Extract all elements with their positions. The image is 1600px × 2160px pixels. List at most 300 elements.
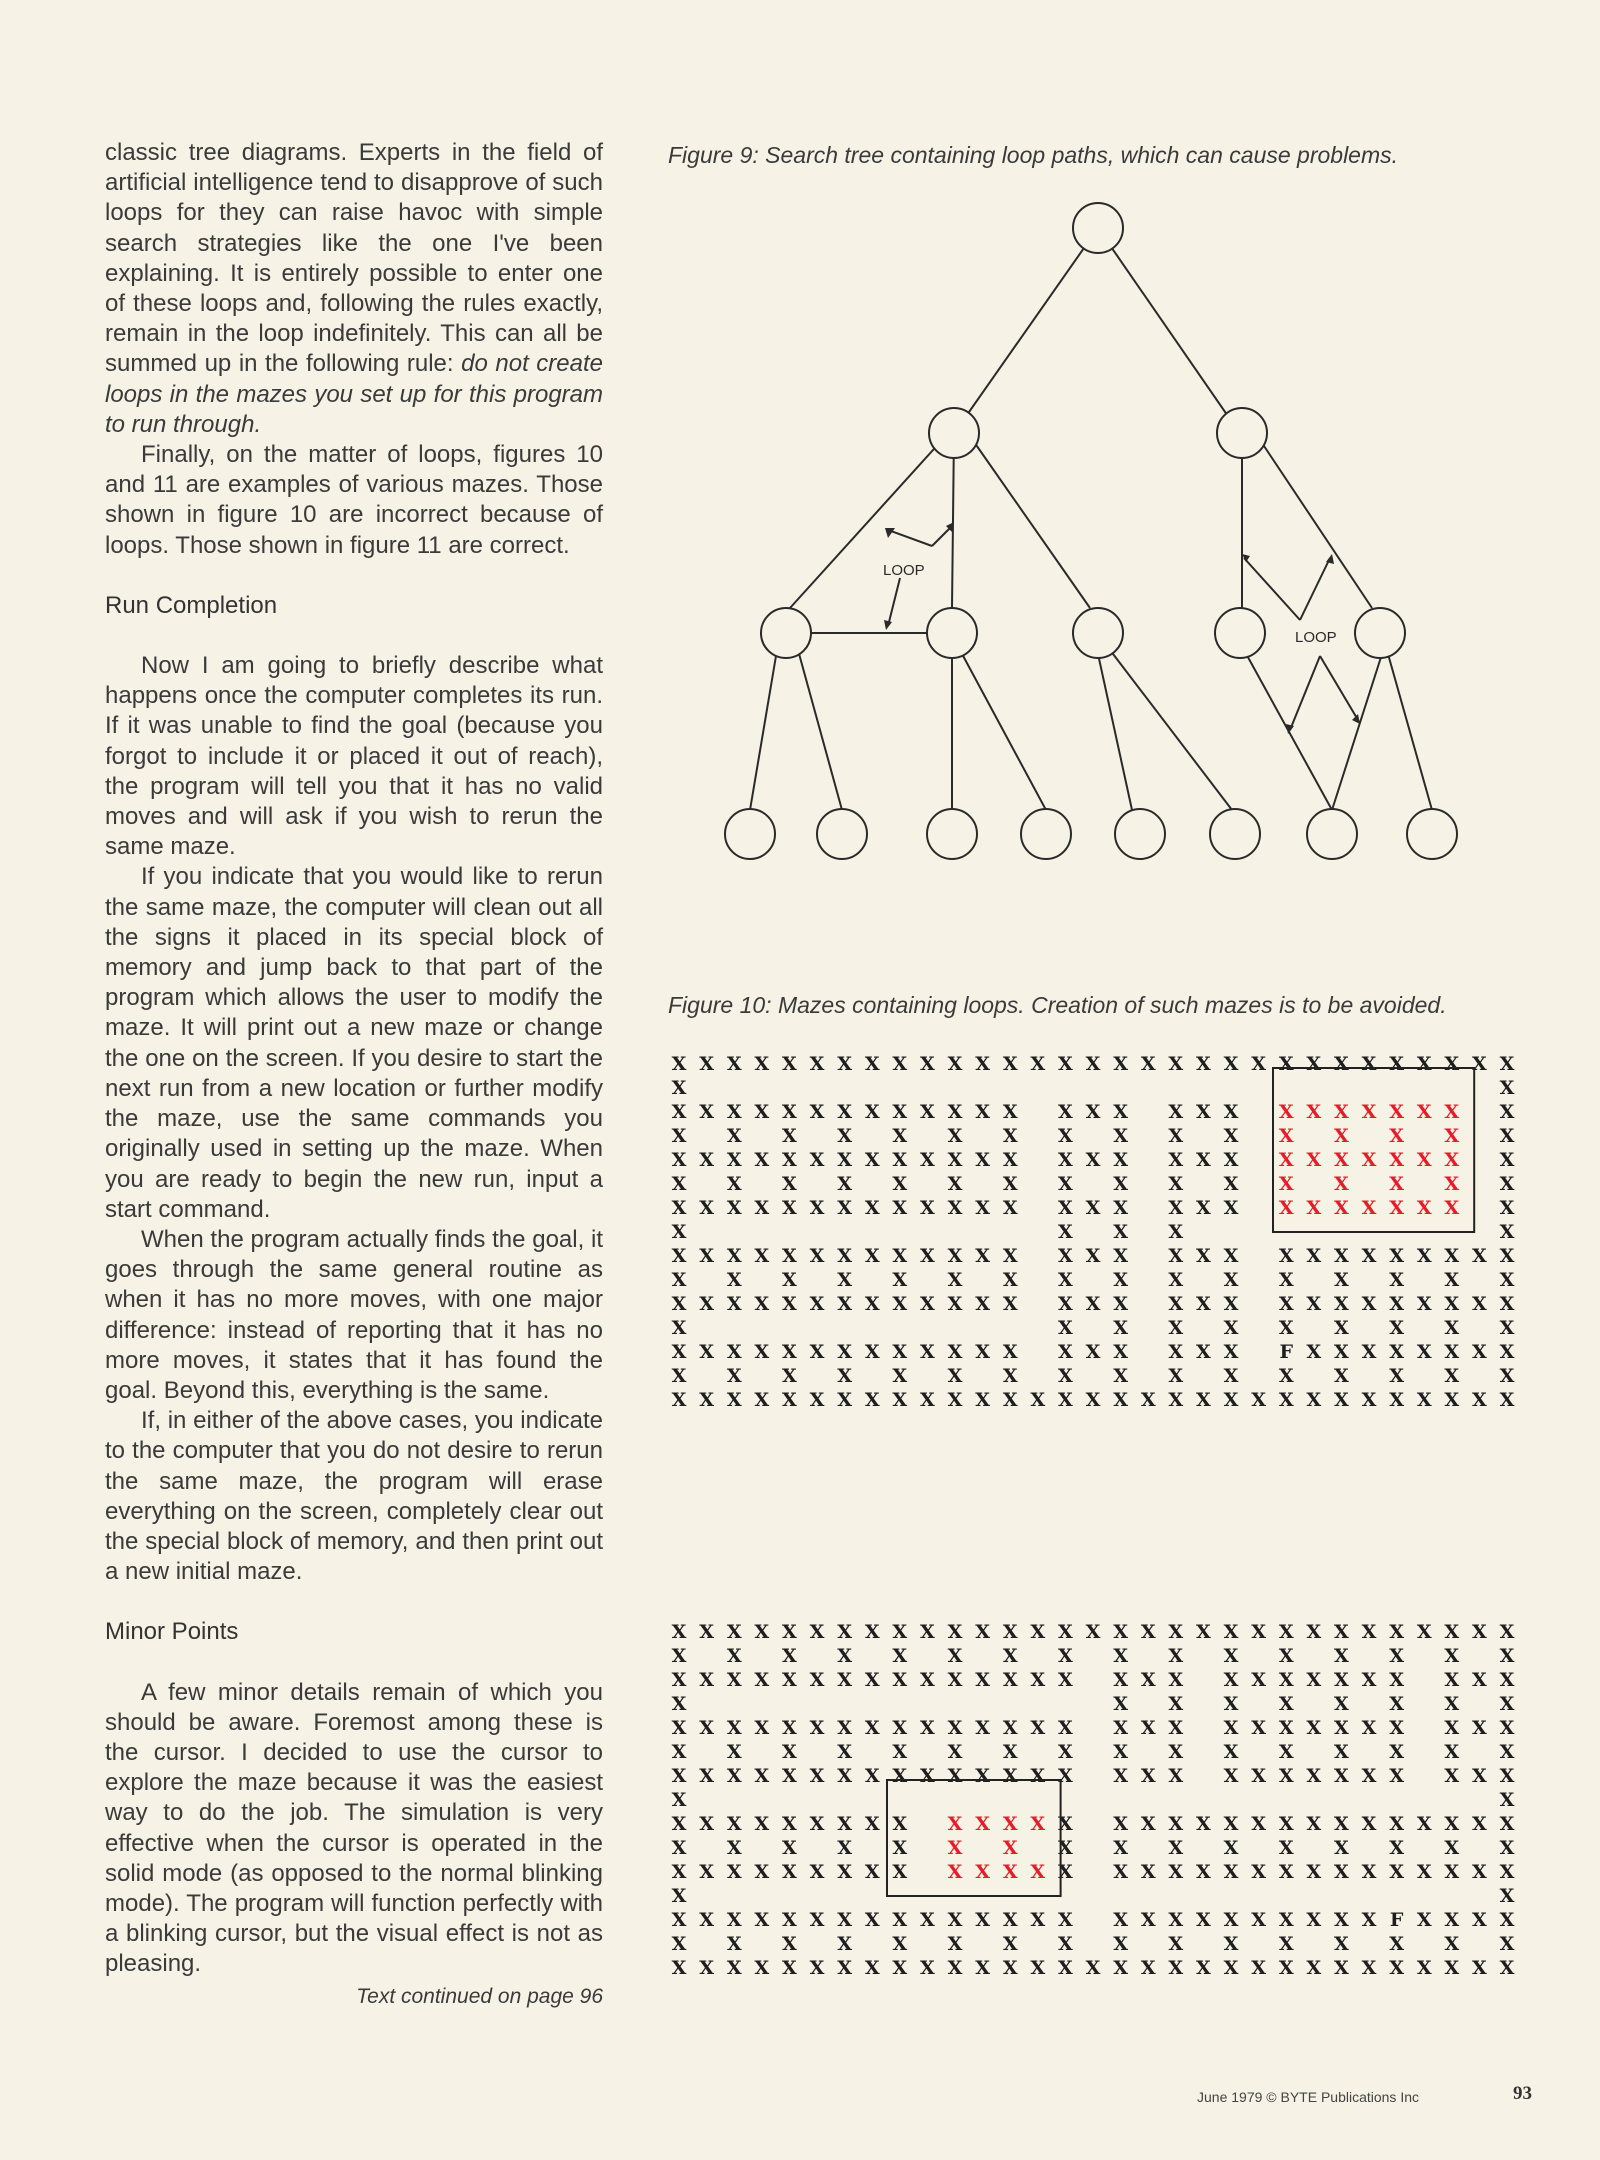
maze-cell: X xyxy=(1058,1741,1073,1763)
figure9-caption: Figure 9: Search tree containing loop paths, which can cause problems. xyxy=(668,142,1399,168)
maze-cell: X xyxy=(892,1621,908,1643)
maze-cell: X xyxy=(1058,1861,1073,1883)
maze-cell: X xyxy=(1223,1957,1239,1979)
maze-cell: X xyxy=(1278,1645,1294,1667)
maze-cell: X xyxy=(809,1813,825,1835)
maze-cell: X xyxy=(1278,1741,1294,1763)
maze-cell: X xyxy=(782,1669,797,1691)
maze-cell: X xyxy=(1389,1365,1404,1387)
maze-cell: X xyxy=(1058,1365,1073,1387)
maze-cell: X xyxy=(975,1765,990,1787)
maze-cell: X xyxy=(1030,1389,1046,1411)
maze-cell: X xyxy=(1168,1317,1184,1339)
maze-cell: X xyxy=(1306,1717,1322,1739)
maze-cell: X xyxy=(1499,1933,1515,1955)
tree-node-leaf xyxy=(1210,809,1260,859)
maze-cell: X xyxy=(975,1389,990,1411)
maze-cell: X xyxy=(1030,1813,1046,1835)
maze-cell: X xyxy=(1002,1389,1018,1411)
maze-cell: X xyxy=(1058,1269,1073,1291)
maze-cell: X xyxy=(671,1765,687,1787)
maze-cell: X xyxy=(920,1717,935,1739)
maze-cell: X xyxy=(1168,1269,1184,1291)
maze-cell: X xyxy=(1361,1765,1377,1787)
maze-cell: X xyxy=(1002,1149,1018,1171)
maze-cell: X xyxy=(1444,1053,1460,1075)
maze-cell: X xyxy=(1196,1621,1211,1643)
maze-cell: X xyxy=(754,1621,770,1643)
maze-cell: X xyxy=(1444,1933,1460,1955)
maze-cell: X xyxy=(1168,1957,1184,1979)
maze-cell: X xyxy=(1499,1389,1515,1411)
loop-path-box xyxy=(1271,1066,1478,1236)
maze-cell: X xyxy=(1306,1621,1322,1643)
maze-cell: X xyxy=(1058,1669,1073,1691)
maze-cell: X xyxy=(1306,1053,1322,1075)
maze-cell: X xyxy=(754,1957,770,1979)
maze-cell: X xyxy=(1223,1837,1239,1859)
maze-cell: X xyxy=(754,1053,770,1075)
maze-cell: X xyxy=(782,1861,797,1883)
maze-cell: X xyxy=(975,1293,990,1315)
maze-cell: X xyxy=(754,1765,770,1787)
maze-cell: X xyxy=(1334,1645,1349,1667)
maze-cell: X xyxy=(1223,1933,1239,1955)
maze-cell: X xyxy=(671,1621,687,1643)
maze-cell: X xyxy=(892,1717,908,1739)
maze-cell: X xyxy=(671,1221,687,1243)
maze-cell: X xyxy=(1306,1909,1322,1931)
maze-cell: X xyxy=(1444,1717,1460,1739)
maze-cell: X xyxy=(1113,1101,1128,1123)
maze-cell: X xyxy=(1444,1197,1460,1219)
maze-cell: X xyxy=(726,1741,742,1763)
maze-cell: X xyxy=(809,1149,825,1171)
maze-cell: X xyxy=(892,1341,908,1363)
maze-cell: X xyxy=(837,1101,852,1123)
maze-cell: X xyxy=(864,1101,880,1123)
maze-cell: X xyxy=(1389,1717,1404,1739)
maze-cell: X xyxy=(1472,1717,1487,1739)
maze-cell: X xyxy=(1085,1197,1101,1219)
maze-cell: X xyxy=(1113,1741,1128,1763)
maze-cell: X xyxy=(1113,1933,1128,1955)
maze-cell: X xyxy=(782,1341,797,1363)
loop-path-box xyxy=(885,1778,1065,1900)
tree-edge xyxy=(798,650,842,810)
maze-cell: X xyxy=(1140,1717,1156,1739)
maze-cell: X xyxy=(1002,1125,1018,1147)
maze-cell: X xyxy=(1113,1197,1128,1219)
maze-cell: X xyxy=(892,1197,908,1219)
maze-cell: X xyxy=(1251,1669,1266,1691)
maze-cell: X xyxy=(1168,1125,1184,1147)
maze-cell: X xyxy=(1361,1053,1377,1075)
maze-cell: X xyxy=(1472,1909,1487,1931)
maze-cell: X xyxy=(1168,1221,1184,1243)
maze-cell: X xyxy=(1444,1837,1460,1859)
maze-cell: X xyxy=(1361,1293,1377,1315)
maze-cell: X xyxy=(1416,1909,1432,1931)
maze-cell: X xyxy=(1196,1389,1211,1411)
maze-cell: X xyxy=(837,1621,852,1643)
tree-edge xyxy=(1252,428,1372,608)
maze-cell: X xyxy=(1444,1173,1460,1195)
maze-cell: X xyxy=(975,1053,990,1075)
maze-cell: X xyxy=(1416,1293,1432,1315)
maze-cell: X xyxy=(1002,1861,1018,1883)
maze-cell: X xyxy=(809,1389,825,1411)
maze-cell: X xyxy=(671,1717,687,1739)
maze-cell: X xyxy=(1416,1053,1432,1075)
maze-cell: X xyxy=(1472,1621,1487,1643)
maze-cell: X xyxy=(975,1341,990,1363)
maze-cell: X xyxy=(1499,1341,1515,1363)
maze-cell: X xyxy=(1085,1053,1101,1075)
maze-cell: X xyxy=(837,1645,852,1667)
maze-cell: X xyxy=(1416,1813,1432,1835)
maze-cell: X xyxy=(1058,1245,1073,1267)
maze-cell: X xyxy=(726,1293,742,1315)
maze-cell: X xyxy=(754,1861,770,1883)
maze-cell: X xyxy=(1058,1813,1073,1835)
maze-cell: X xyxy=(1113,1837,1128,1859)
maze-cell: X xyxy=(1002,1053,1018,1075)
maze-cell: X xyxy=(837,1365,852,1387)
maze-cell: X xyxy=(1058,1293,1073,1315)
maze-cell: X xyxy=(1334,1365,1349,1387)
maze-cell: X xyxy=(1196,1813,1211,1835)
maze-cell: X xyxy=(1140,1909,1156,1931)
maze-cell: X xyxy=(726,1197,742,1219)
maze-cell: X xyxy=(892,1269,908,1291)
tree-edge xyxy=(1098,228,1232,422)
maze-cell: X xyxy=(1278,1861,1294,1883)
maze-cell: X xyxy=(1499,1197,1515,1219)
maze-cell: X xyxy=(671,1173,687,1195)
maze-cell: X xyxy=(1278,1837,1294,1859)
maze-cell: X xyxy=(1168,1717,1184,1739)
maze-cell: X xyxy=(699,1341,714,1363)
maze-cell: X xyxy=(1196,1197,1211,1219)
maze-cell: X xyxy=(671,1741,687,1763)
maze-cell: X xyxy=(726,1125,742,1147)
maze-cell: X xyxy=(1030,1909,1046,1931)
maze-cell: X xyxy=(1168,1293,1184,1315)
maze-cell: X xyxy=(726,1149,742,1171)
maze-cell: X xyxy=(920,1389,935,1411)
maze-cell: X xyxy=(1472,1389,1487,1411)
maze-cell: X xyxy=(782,1717,797,1739)
maze-cell: X xyxy=(975,1957,990,1979)
maze-cell: X xyxy=(1168,1197,1184,1219)
maze-cell: X xyxy=(920,1101,935,1123)
maze-cell: X xyxy=(1251,1717,1266,1739)
maze-cell: X xyxy=(1030,1861,1046,1883)
maze-cell: X xyxy=(1444,1341,1460,1363)
maze-cell: X xyxy=(1058,1173,1073,1195)
maze-cell: X xyxy=(1002,1621,1018,1643)
maze-cell: X xyxy=(1472,1053,1487,1075)
maze-cell: X xyxy=(1334,1341,1349,1363)
tree-edge xyxy=(962,228,1098,422)
maze-cell: X xyxy=(1168,1101,1184,1123)
maze-cell: X xyxy=(1444,1693,1460,1715)
maze-cell: X xyxy=(920,1053,935,1075)
maze-cell: X xyxy=(1002,1293,1018,1315)
maze-cell: X xyxy=(1499,1813,1515,1835)
tree-node xyxy=(927,608,977,658)
maze-cell: X xyxy=(1361,1245,1377,1267)
maze-cell: X xyxy=(1168,1341,1184,1363)
maze-cell: X xyxy=(975,1669,990,1691)
maze-cell: X xyxy=(1223,1693,1239,1715)
maze-cell: X xyxy=(1499,1077,1515,1099)
maze-cell: X xyxy=(1334,1957,1349,1979)
maze-cell: X xyxy=(975,1813,990,1835)
maze-cell: X xyxy=(726,1173,742,1195)
maze-cell: X xyxy=(1113,1245,1128,1267)
maze-cell: X xyxy=(947,1365,963,1387)
maze-cell: X xyxy=(1278,1125,1294,1147)
maze-cell: X xyxy=(1334,1621,1349,1643)
maze-cell: X xyxy=(1278,1933,1294,1955)
maze-cell: X xyxy=(1499,1861,1515,1883)
maze-cell: X xyxy=(920,1957,935,1979)
maze-cell: X xyxy=(947,1173,963,1195)
maze-cell: X xyxy=(1389,1101,1404,1123)
maze-cell: X xyxy=(1416,1197,1432,1219)
tree-edge xyxy=(965,429,1090,608)
maze-cell: X xyxy=(1444,1317,1460,1339)
maze-cell: X xyxy=(726,1813,742,1835)
maze-cell: X xyxy=(782,1741,797,1763)
tree-node-leaf xyxy=(927,809,977,859)
maze-cell: X xyxy=(1389,1293,1404,1315)
maze-cell: X xyxy=(1251,1861,1266,1883)
maze-cell: X xyxy=(1361,1149,1377,1171)
maze-cell: X xyxy=(1113,1957,1128,1979)
maze-cell: X xyxy=(864,1197,880,1219)
heading-minor-points: Minor Points xyxy=(105,1618,239,1646)
maze-cell: X xyxy=(1058,1053,1073,1075)
maze-cell: X xyxy=(1113,1365,1128,1387)
maze-cell: X xyxy=(1223,1197,1239,1219)
maze-cell: X xyxy=(1058,1389,1073,1411)
maze-cell: X xyxy=(1251,1909,1266,1931)
maze-cell: X xyxy=(920,1245,935,1267)
maze-cell: X xyxy=(1389,1645,1404,1667)
maze-cell: X xyxy=(809,1765,825,1787)
tree-node xyxy=(929,408,979,458)
maze-cell: X xyxy=(754,1389,770,1411)
maze-cell: X xyxy=(671,1957,687,1979)
maze-cell: X xyxy=(1499,1149,1515,1171)
maze-cell: X xyxy=(947,1125,963,1147)
maze-cell: X xyxy=(1002,1197,1018,1219)
maze-cell: X xyxy=(947,1101,963,1123)
maze-cell: X xyxy=(1113,1293,1128,1315)
maze-cell: X xyxy=(671,1669,687,1691)
maze-cell: X xyxy=(1278,1669,1294,1691)
maze-cell: X xyxy=(671,1389,687,1411)
maze-cell: X xyxy=(754,1293,770,1315)
maze-cell: X xyxy=(1361,1621,1377,1643)
maze-cell: X xyxy=(864,1861,880,1883)
maze-cell: X xyxy=(947,1837,963,1859)
maze-cell: X xyxy=(726,1909,742,1931)
maze-cell: X xyxy=(1472,1957,1487,1979)
maze-cell: X xyxy=(1168,1693,1184,1715)
maze-cell: X xyxy=(1499,1173,1515,1195)
maze-cell: X xyxy=(1278,1245,1294,1267)
maze-cell: X xyxy=(1085,1341,1101,1363)
maze-cell: X xyxy=(1334,1765,1349,1787)
maze-cell: X xyxy=(947,1717,963,1739)
maze-cell: X xyxy=(1223,1741,1239,1763)
maze-cell: X xyxy=(837,1933,852,1955)
maze-cell: X xyxy=(726,1101,742,1123)
maze-cell: X xyxy=(1444,1861,1460,1883)
maze-cell: X xyxy=(1306,1341,1322,1363)
maze-cell: X xyxy=(892,1861,908,1883)
maze-cell: X xyxy=(1168,1741,1184,1763)
maze-cell: X xyxy=(864,1813,880,1835)
maze-cell: X xyxy=(1444,1269,1460,1291)
maze-cell: X xyxy=(1002,1365,1018,1387)
maze-cell: X xyxy=(1361,1389,1377,1411)
maze-cell: X xyxy=(1113,1317,1128,1339)
maze-cell: X xyxy=(754,1101,770,1123)
maze-cell: X xyxy=(837,1765,852,1787)
maze-cell: X xyxy=(864,1245,880,1267)
maze-cell: X xyxy=(671,1317,687,1339)
maze-cell: X xyxy=(892,1933,908,1955)
maze-cell: X xyxy=(1334,1197,1349,1219)
maze-cell: X xyxy=(1472,1293,1487,1315)
maze-cell: X xyxy=(1334,1125,1349,1147)
maze-cell: X xyxy=(1140,1813,1156,1835)
maze-cell: X xyxy=(1223,1645,1239,1667)
maze-cell: X xyxy=(864,1293,880,1315)
maze-cell: X xyxy=(837,1293,852,1315)
maze-cell: X xyxy=(864,1669,880,1691)
maze-cell: X xyxy=(699,1197,714,1219)
tree-node-leaf xyxy=(1307,809,1357,859)
maze-cell: X xyxy=(1334,1389,1349,1411)
maze-cell: X xyxy=(1389,1741,1404,1763)
maze-cell: X xyxy=(1334,1861,1349,1883)
maze-cell: X xyxy=(1444,1741,1460,1763)
maze-cell: X xyxy=(809,1621,825,1643)
maze-cell: X xyxy=(1223,1669,1239,1691)
maze-cell: X xyxy=(1334,1317,1349,1339)
maze-cell: X xyxy=(1168,1669,1184,1691)
maze-cell: X xyxy=(699,1813,714,1835)
tree-node xyxy=(1217,408,1267,458)
maze-cell: X xyxy=(1444,1957,1460,1979)
maze-cell: X xyxy=(1389,1245,1404,1267)
maze-cell: X xyxy=(782,1365,797,1387)
maze-cell: X xyxy=(1499,1101,1515,1123)
maze-cell: X xyxy=(1389,1621,1404,1643)
maze-cell: X xyxy=(837,1173,852,1195)
maze-cell: X xyxy=(1113,1053,1128,1075)
maze-cell: X xyxy=(1113,1149,1128,1171)
maze-cell: X xyxy=(1499,1765,1515,1787)
maze-cell: X xyxy=(809,1101,825,1123)
maze-cell: X xyxy=(1278,1389,1294,1411)
loop-arrow xyxy=(1300,558,1330,620)
maze-cell: X xyxy=(1416,1389,1432,1411)
maze-cell: X xyxy=(1499,1269,1515,1291)
maze-cell: X xyxy=(1444,1909,1460,1931)
maze-cell: X xyxy=(671,1837,687,1859)
maze-cell: X xyxy=(1444,1365,1460,1387)
maze-cell: X xyxy=(864,1621,880,1643)
maze-cell: X xyxy=(1140,1389,1156,1411)
maze-cell: X xyxy=(1444,1125,1460,1147)
paragraph-2: Finally, on the matter of loops, figures 10 and 11 are examples of various mazes. Those shown in figure 10 are incorrect because of loops. Those shown in figure 11 are correct. xyxy=(105,441,603,559)
maze-cell: X xyxy=(1085,1149,1101,1171)
maze-cell: X xyxy=(782,1837,797,1859)
maze-cell: X xyxy=(1223,1101,1239,1123)
maze-cell: X xyxy=(1223,1813,1239,1835)
maze-cell: X xyxy=(809,1717,825,1739)
maze-cell: X xyxy=(1389,1837,1404,1859)
maze-cell: X xyxy=(754,1197,770,1219)
maze-cell: X xyxy=(1168,1053,1184,1075)
maze-cell: X xyxy=(1251,1813,1266,1835)
maze-cell: X xyxy=(1278,1813,1294,1835)
maze-cell: X xyxy=(1002,1173,1018,1195)
maze-cell: F xyxy=(1389,1909,1404,1931)
maze-cell: X xyxy=(699,1245,714,1267)
maze-cell: X xyxy=(975,1197,990,1219)
loop-arrow xyxy=(1290,656,1320,730)
maze-cell: X xyxy=(1389,1957,1404,1979)
maze-cell: X xyxy=(726,1717,742,1739)
maze-cell: X xyxy=(671,1149,687,1171)
maze-cell: X xyxy=(1389,1861,1404,1883)
maze-cell: X xyxy=(892,1813,908,1835)
maze-cell: X xyxy=(1085,1101,1101,1123)
maze-cell: X xyxy=(1306,1149,1322,1171)
maze-cell: X xyxy=(1058,1101,1073,1123)
maze-cell: F xyxy=(1279,1341,1293,1363)
tree-node xyxy=(1355,608,1405,658)
maze-cell: X xyxy=(1140,1765,1156,1787)
maze-cell: X xyxy=(1499,1909,1515,1931)
maze-cell: X xyxy=(1113,1765,1128,1787)
maze-cell: X xyxy=(1416,1341,1432,1363)
maze-cell: X xyxy=(726,1365,742,1387)
maze-cell: X xyxy=(1113,1813,1128,1835)
maze-cell: X xyxy=(1113,1861,1128,1883)
maze-cell: X xyxy=(671,1885,687,1907)
maze-cell: X xyxy=(920,1621,935,1643)
maze-cell: X xyxy=(754,1717,770,1739)
maze-cell: X xyxy=(1278,1149,1294,1171)
tree-node-leaf xyxy=(1115,809,1165,859)
maze-cell: X xyxy=(1002,1645,1018,1667)
maze-cell: X xyxy=(726,1389,742,1411)
continued-note: Text continued on page 96 xyxy=(356,1984,603,2008)
maze-cell: X xyxy=(1389,1933,1404,1955)
maze-cell: X xyxy=(1389,1149,1404,1171)
maze-cell: X xyxy=(837,1813,852,1835)
maze-cell: X xyxy=(726,1621,742,1643)
